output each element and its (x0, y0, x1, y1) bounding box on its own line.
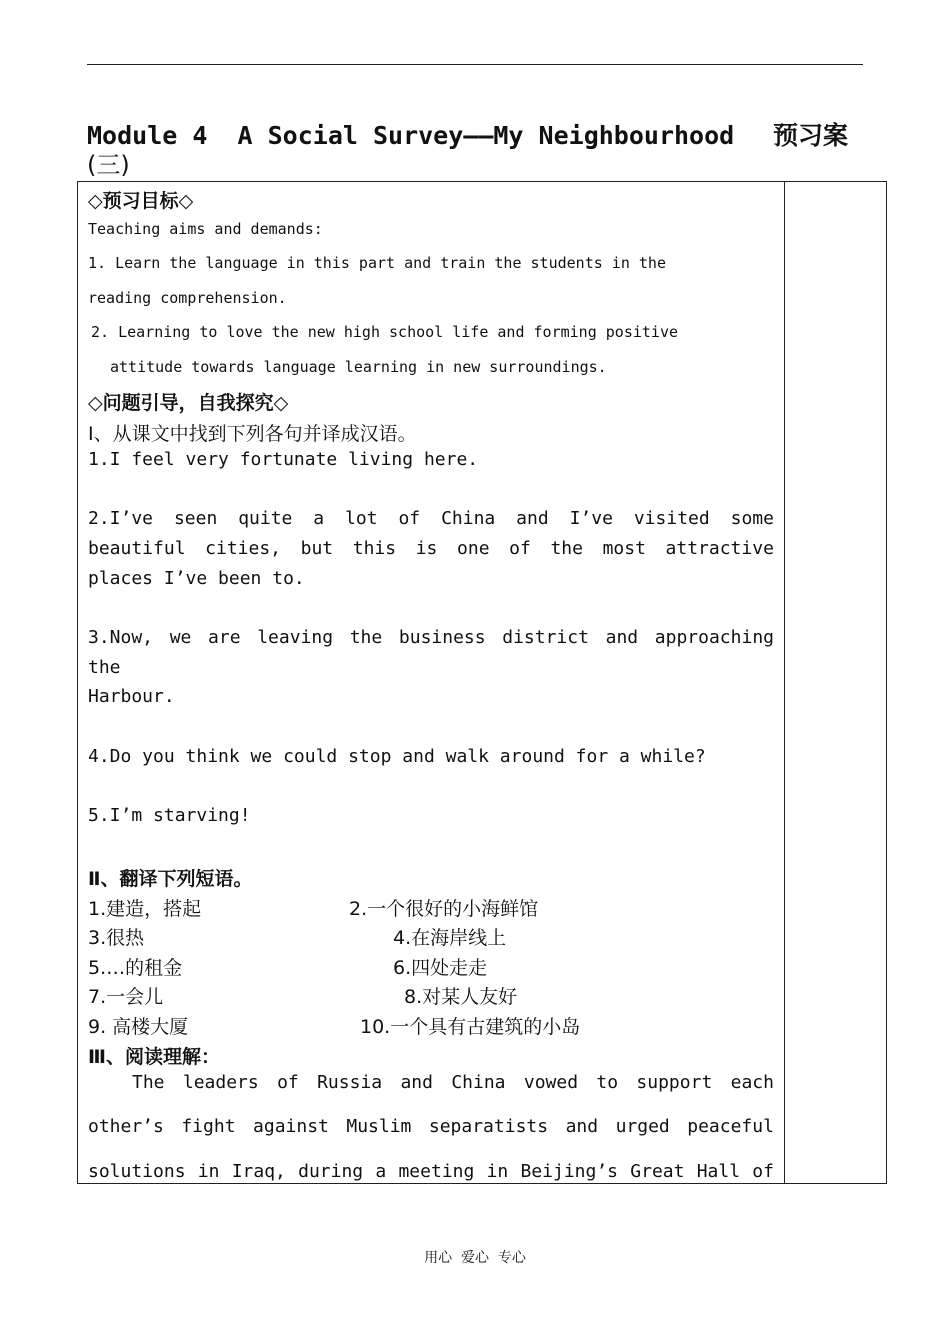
word: one (457, 538, 490, 559)
phrase-5: 5.…的租金 (88, 957, 183, 979)
word: The (132, 1072, 165, 1093)
word: Beijing’s (520, 1161, 619, 1182)
reading-heading: Ⅲ、阅读理解： (88, 1046, 220, 1068)
word: separatists (428, 1116, 549, 1137)
word: we (169, 627, 192, 648)
word: of (752, 1161, 774, 1182)
word: leaders (182, 1072, 259, 1093)
header-rule (87, 64, 863, 65)
word: approaching (654, 627, 774, 648)
word: support (636, 1072, 713, 1093)
word: urged (615, 1116, 670, 1137)
word: visited (633, 508, 710, 529)
word: in (486, 1161, 509, 1182)
goal-item-2b: attitude towards language learning in new surroundings. (110, 358, 607, 376)
word: I’ve (569, 508, 613, 529)
reading-line-3 (88, 1161, 774, 1182)
word: peaceful (687, 1116, 774, 1137)
word: a (313, 508, 325, 529)
page-title (87, 122, 867, 178)
title-chinese: 预习案 (773, 121, 849, 150)
sentence-1: 1.I feel very fortunate living here. (88, 449, 479, 470)
phrase-4: 4.在海岸线上 (393, 927, 507, 949)
goal-item-2a: 2. Learning to love the new high school life and forming positive (91, 323, 678, 341)
goal-item-1b: reading comprehension. (88, 289, 287, 307)
sentence-3a (88, 627, 774, 648)
word: of (509, 538, 531, 559)
phrase-3: 3.很热 (88, 927, 145, 949)
word: the (550, 538, 583, 559)
phrase-9: 9. 高楼大厦 (88, 1016, 189, 1038)
word: Hall (696, 1161, 741, 1182)
phrase-10: 10.一个具有古建筑的小岛 (360, 1016, 581, 1038)
word: China (451, 1072, 506, 1093)
inquiry-heading: ◇问题引导，自我探究◇ (88, 392, 289, 414)
part1-heading: Ⅰ、从课文中找到下列各句并译成汉语。 (88, 423, 417, 445)
word: most (602, 538, 646, 559)
word: a (375, 1161, 387, 1182)
word: lot (345, 508, 378, 529)
word: of (398, 508, 421, 529)
sentence-3c: Harbour. (88, 686, 175, 707)
word: other’s (88, 1116, 164, 1137)
sentence-4: 4.Do you think we could stop and walk around for a while? (88, 746, 706, 767)
sentence-2c: places I’ve been to. (88, 568, 305, 589)
title-english: Module 4 A Social Survey——My Neighbourhood (87, 121, 735, 150)
word: each (730, 1072, 774, 1093)
word: district (502, 627, 589, 648)
sentence-3b: the (88, 657, 121, 678)
word: Muslim (346, 1116, 412, 1137)
reading-line-2 (88, 1116, 774, 1137)
page-footer: 用心 爱心 专心 (424, 1250, 526, 1266)
word: China (441, 508, 496, 529)
word: leaving (257, 627, 334, 648)
word: and (605, 627, 639, 648)
word: during (298, 1161, 364, 1182)
word: meeting (398, 1161, 475, 1182)
sentence-2a (88, 508, 774, 529)
word: solutions (88, 1161, 186, 1182)
word: and (565, 1116, 599, 1137)
word: some (730, 508, 774, 529)
goal-item-1a: 1. Learn the language in this part and train the students in the (88, 254, 666, 272)
word: quite (238, 508, 293, 529)
word: the (349, 627, 383, 648)
word: Russia (317, 1072, 383, 1093)
word: Great (630, 1161, 685, 1182)
word: and (516, 508, 549, 529)
reading-line-1 (132, 1072, 774, 1093)
worksheet-table (77, 181, 887, 1184)
goals-heading: ◇预习目标◇ (88, 190, 194, 212)
word: this (352, 538, 397, 559)
word: 3.Now, (88, 627, 154, 648)
phrase-7: 7.一会儿 (88, 986, 164, 1008)
word: business (398, 627, 486, 648)
word: in (197, 1161, 220, 1182)
word: against (253, 1116, 329, 1137)
column-divider (784, 182, 785, 1183)
word: beautiful (88, 538, 186, 559)
word: are (208, 627, 241, 648)
word: and (400, 1072, 433, 1093)
phrases-heading: Ⅱ、翻译下列短语。 (88, 868, 253, 890)
word: fight (181, 1116, 236, 1137)
word: seen (173, 508, 218, 529)
word: cities, (205, 538, 282, 559)
goals-intro: Teaching aims and demands: (88, 220, 323, 238)
phrase-1: 1.建造，搭起 (88, 898, 202, 920)
sentence-2b (88, 538, 774, 559)
phrase-8: 8.对某人友好 (404, 986, 518, 1008)
word: but (300, 538, 334, 559)
phrase-6: 6.四处走走 (393, 957, 488, 979)
title-suffix: (三) (87, 151, 130, 179)
word: vowed (523, 1072, 579, 1093)
word: Iraq, (231, 1161, 286, 1182)
word: is (415, 538, 438, 559)
word: of (277, 1072, 299, 1093)
phrase-2: 2.一个很好的小海鲜馆 (349, 898, 539, 920)
sentence-5: 5.I’m starving! (88, 805, 251, 826)
word: attractive (665, 538, 774, 559)
word: to (596, 1072, 619, 1093)
word: 2.I’ve (88, 508, 154, 529)
